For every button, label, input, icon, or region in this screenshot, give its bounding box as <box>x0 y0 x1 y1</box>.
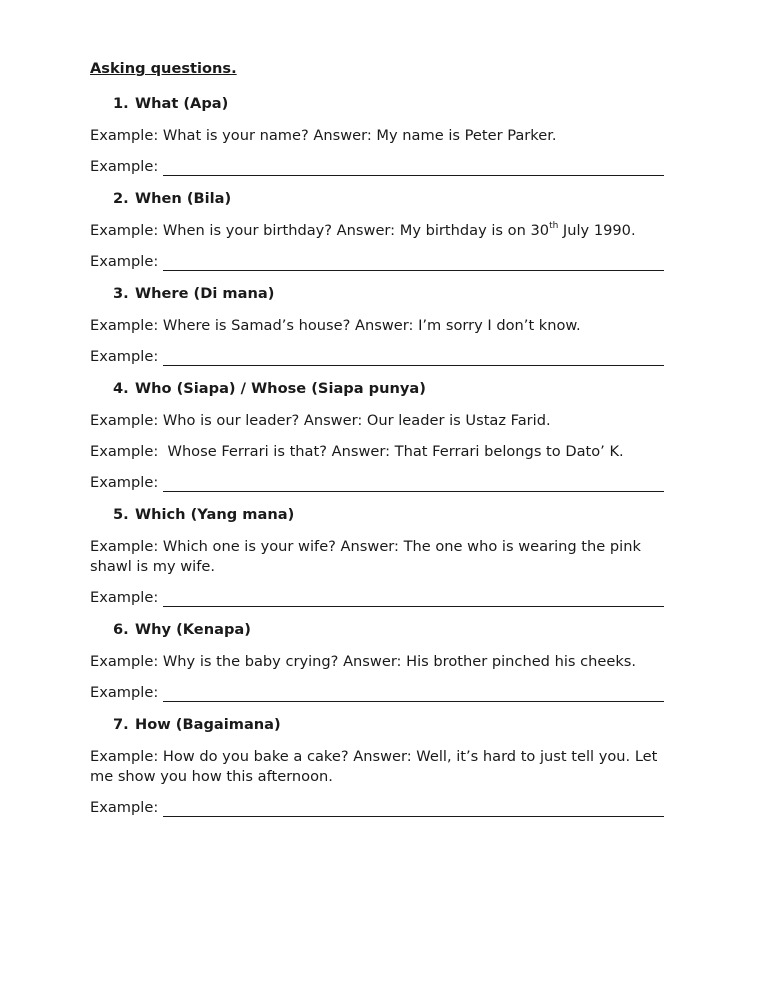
section-number: 1. <box>113 95 129 112</box>
example-text-part: July 1990. <box>558 222 636 239</box>
section-number: 3. <box>113 285 129 302</box>
example-text: Example: Which one is your wife? Answer: The one who is wearing the pink shawl is my wife. <box>90 538 641 575</box>
section-number: 4. <box>113 380 129 397</box>
example-label: Example: <box>90 474 159 491</box>
answer-blank-line[interactable] <box>163 590 664 607</box>
example-label: Example: <box>90 684 159 701</box>
section-title: Why (Kenapa) <box>135 621 251 638</box>
section-heading-where <box>90 283 664 305</box>
section-heading-how <box>90 714 664 736</box>
section-title: Where (Di mana) <box>135 285 275 302</box>
example-blank-row <box>90 588 664 608</box>
example-text-part: Example: When is your birthday? Answer: My birthday is on 30 <box>90 222 550 239</box>
example-label: Example: <box>90 589 159 606</box>
section-heading-which <box>90 504 664 526</box>
example-text: Example: Where is Samad’s house? Answer: I’m sorry I don’t know. <box>90 317 581 334</box>
section-number: 2. <box>113 190 129 207</box>
ordinal-superscript: th <box>549 221 559 231</box>
section-title: How (Bagaimana) <box>135 716 281 733</box>
worksheet <box>90 58 664 829</box>
example-text: Example: Why is the baby crying? Answer: His brother pinched his cheeks. <box>90 653 637 670</box>
answer-blank-line[interactable] <box>163 254 664 271</box>
example-text: Example: Whose Ferrari is that? Answer: That Ferrari belongs to Dato’ K. <box>90 443 624 460</box>
example-blank-row <box>90 252 664 272</box>
section-heading-when <box>90 188 664 210</box>
example-blank-row <box>90 798 664 818</box>
answer-blank-line[interactable] <box>163 475 664 492</box>
example-blank-row <box>90 473 664 493</box>
answer-blank-line[interactable] <box>163 159 664 176</box>
section-number: 6. <box>113 621 129 638</box>
section-heading-who <box>90 378 664 400</box>
section-heading-why <box>90 619 664 641</box>
section-heading-what <box>90 93 664 115</box>
example-label: Example: <box>90 799 159 816</box>
example-blank-row <box>90 683 664 703</box>
section-title: Who (Siapa) / Whose (Siapa punya) <box>135 380 426 397</box>
example-label: Example: <box>90 348 159 365</box>
example-text: Example: How do you bake a cake? Answer: Well, it’s hard to just tell you. Let me show you how this afternoon. <box>90 748 658 785</box>
example-text: Example: Who is our leader? Answer: Our leader is Ustaz Farid. <box>90 412 551 429</box>
example-blank-row <box>90 157 664 177</box>
section-title: When (Bila) <box>135 190 232 207</box>
example-text: Example: What is your name? Answer: My name is Peter Parker. <box>90 127 557 144</box>
section-number: 5. <box>113 506 129 523</box>
worksheet-title: Asking questions. <box>90 60 237 77</box>
example-label: Example: <box>90 253 159 270</box>
example-text <box>90 221 664 241</box>
answer-blank-line[interactable] <box>163 349 664 366</box>
example-label: Example: <box>90 158 159 175</box>
example-blank-row <box>90 347 664 367</box>
section-number: 7. <box>113 716 129 733</box>
answer-blank-line[interactable] <box>163 800 664 817</box>
answer-blank-line[interactable] <box>163 685 664 702</box>
section-title: What (Apa) <box>135 95 229 112</box>
section-title: Which (Yang mana) <box>135 506 295 523</box>
